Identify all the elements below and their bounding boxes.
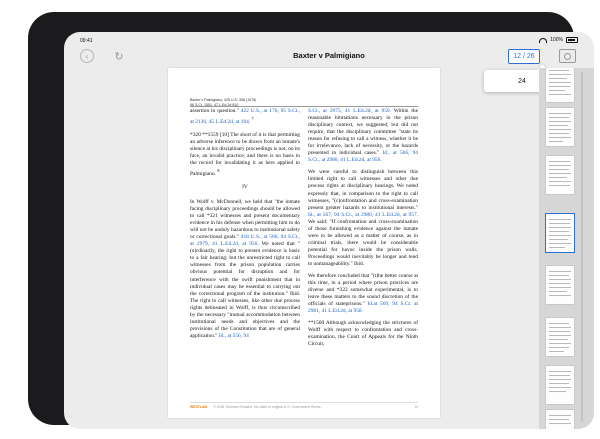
- citation-link[interactable]: Id., at 556, 94: [218, 332, 249, 339]
- paragraph: S.Ct., at 2975, 41 L.Ed.2d, at 950. Within the reasonable limitations necessary in the prison disciplinary context, we suggested, but did not require, that the disciplinary committee "state its reason for refusing to call a witness, whether it be for irrelevance, lack of necessity, or the hazards presented in individual cases." Id., at 566, 94 S.Ct., at 2980, 41 L.Ed.2d, at 956.: [308, 108, 418, 164]
- camera-button[interactable]: [559, 49, 576, 63]
- citation-link[interactable]: 422 U.S., at 176, 95 S.Ct., at 2136, 45 L.Ed.2d, at 104.: [190, 108, 300, 125]
- status-bar: [64, 32, 594, 46]
- header-divider: [190, 106, 418, 107]
- paragraph: We therefore concluded that "(t)he better course at this time, in a period where prison practices are diverse and *322 somewhat experimental, is to leave these matters to the sound discretion of the officials of stateprisons." Id.at 569, 94 S.Ct. at 2981, 41 L.Ed.2d, at 958.: [308, 273, 418, 315]
- paragraph: In Wolff v. McDonnell, we held that "the inmate facing disciplinary proceedings should be allowed to call *321 witnesses and present documentary evidence in his defense when permitting him to do will not be unduly hazardous to institutional safety or correctional goals." 418 U.S., at 566, 94 S.Ct., at 2979, 41 L.Ed.2d, at 956. We noted that "(o)rdinarily, the right to present evidence is basic to a fair hearing; but the unrestricted right to call witnesses from the prison population carries obvious potential for disruption and for interference with the swift punishment that in individual cases may be essential to carrying out the correctional program of the institution." Ibid. The right to call witnesses, like other due process rights delineated in Wolff, is thus circumscribed by the necessary "mutual accommodation between institutional needs and objectives and the provisions of the Constitution that are of general application." Id., at 556, 94: [190, 199, 301, 339]
- citation-link[interactable]: Id., at 566, 94 S.Ct., at 2980, 41 L.Ed.2d, at 956.: [308, 150, 418, 164]
- section-heading: IV: [242, 183, 248, 190]
- page-counter-button[interactable]: 12 / 26: [508, 49, 540, 64]
- page-thumbnail[interactable]: [546, 108, 574, 146]
- header-line: 96 S.Ct. 1551, 47 L.Ed.2d 810: [190, 102, 239, 107]
- page-thumbnail[interactable]: [546, 68, 574, 102]
- footnote-marker[interactable]: 8: [217, 168, 220, 174]
- device-screen: [64, 32, 594, 429]
- page-number-popup[interactable]: 24: [484, 70, 560, 92]
- page-thumbnail[interactable]: [546, 410, 574, 429]
- chevron-left-icon: ‹: [85, 51, 89, 61]
- status-time: 09:41: [80, 38, 93, 44]
- camera-icon: [564, 53, 571, 60]
- page-thumbnail[interactable]: [546, 318, 574, 356]
- document-title: Baxter v Palmigiano: [293, 51, 365, 60]
- wifi-icon: [539, 38, 547, 43]
- page-thumbnail-current[interactable]: [546, 214, 574, 252]
- battery-icon: [566, 37, 578, 43]
- page-thumbnail[interactable]: [546, 366, 574, 404]
- paragraph: **1560 Although acknowledging the strictures of Wolff with respect to confrontation and cross-examination, the Court of Appeals for the Ninth Circuit,: [308, 320, 418, 348]
- footnote-marker[interactable]: 7: [251, 116, 254, 122]
- battery-percent: 100%: [550, 37, 563, 43]
- paragraph: We were careful to distinguish between this limited right to call witnesses and other due process rights at disciplinary hearings. We noted expressly that, in comparison to the right to call witnesses, "(c)onfrontation and cross-examination present greater hazards to institutional interests." Id., at 567, 94 S.Ct., at 2980, 41 L.Ed.2d, at 957. We said: "If confrontation and cross-examination of those furnishing evidence against the inmate were to be allowed as a matter of course, as in criminal trials, there would be considerable potential for havoc inside the prison walls. Proceedings would inevitably be longer and tend to unmanageability." Ibid.: [308, 169, 418, 267]
- navigation-bar: [64, 46, 594, 68]
- paragraph: assertion in question." 422 U.S., at 176, 95 S.Ct., at 2136, 45 L.Ed.2d, at 104. $^7$: [190, 108, 300, 125]
- right-column: [308, 108, 418, 354]
- page-thumbnail[interactable]: [546, 156, 574, 194]
- citation-link[interactable]: Id.at 569, 94 S.Ct. at 2981, 41 L.Ed.2d, at 958.: [308, 301, 418, 315]
- page-number: 12: [414, 405, 418, 409]
- page-thumbnail[interactable]: [546, 266, 574, 304]
- header-line: Baxter v Palmigiano, 425 U.S. 308 (1976): [190, 98, 257, 102]
- citation-link[interactable]: S.Ct., at 2975, 41 L.Ed.2d, at 950.: [308, 108, 391, 114]
- citation-link[interactable]: 418 U.S., at 566, 94 S.Ct., at 2979, 41 L.Ed.2d, at 956.: [190, 234, 301, 248]
- document-page[interactable]: [168, 68, 440, 418]
- refresh-icon: ↻: [114, 50, 124, 63]
- paragraph: *320 **1559 [10] The short of it is that permitting an adverse inference to be drawn from an inmate's silence at his disciplinary proceedings is not, on its face, an invalid practice; and there is no basis in the record for invalidating it as here applied to Palmigiano. $^8$: [190, 131, 300, 177]
- thumbnail-sidebar[interactable]: [539, 68, 594, 429]
- citation-link[interactable]: Id., at 567, 94 S.Ct., at 2980, 41 L.Ed.2d, at 957.: [308, 211, 418, 218]
- westlaw-logo: WESTLAW: [190, 405, 208, 409]
- document-footer: [190, 402, 418, 409]
- left-column: [190, 108, 300, 345]
- thumbnail-scrollbar[interactable]: [581, 72, 583, 422]
- copyright-notice: © 2018 Thomson Reuters. No claim to original U.S. Government Works.: [213, 405, 322, 409]
- device-bezel: [28, 12, 574, 425]
